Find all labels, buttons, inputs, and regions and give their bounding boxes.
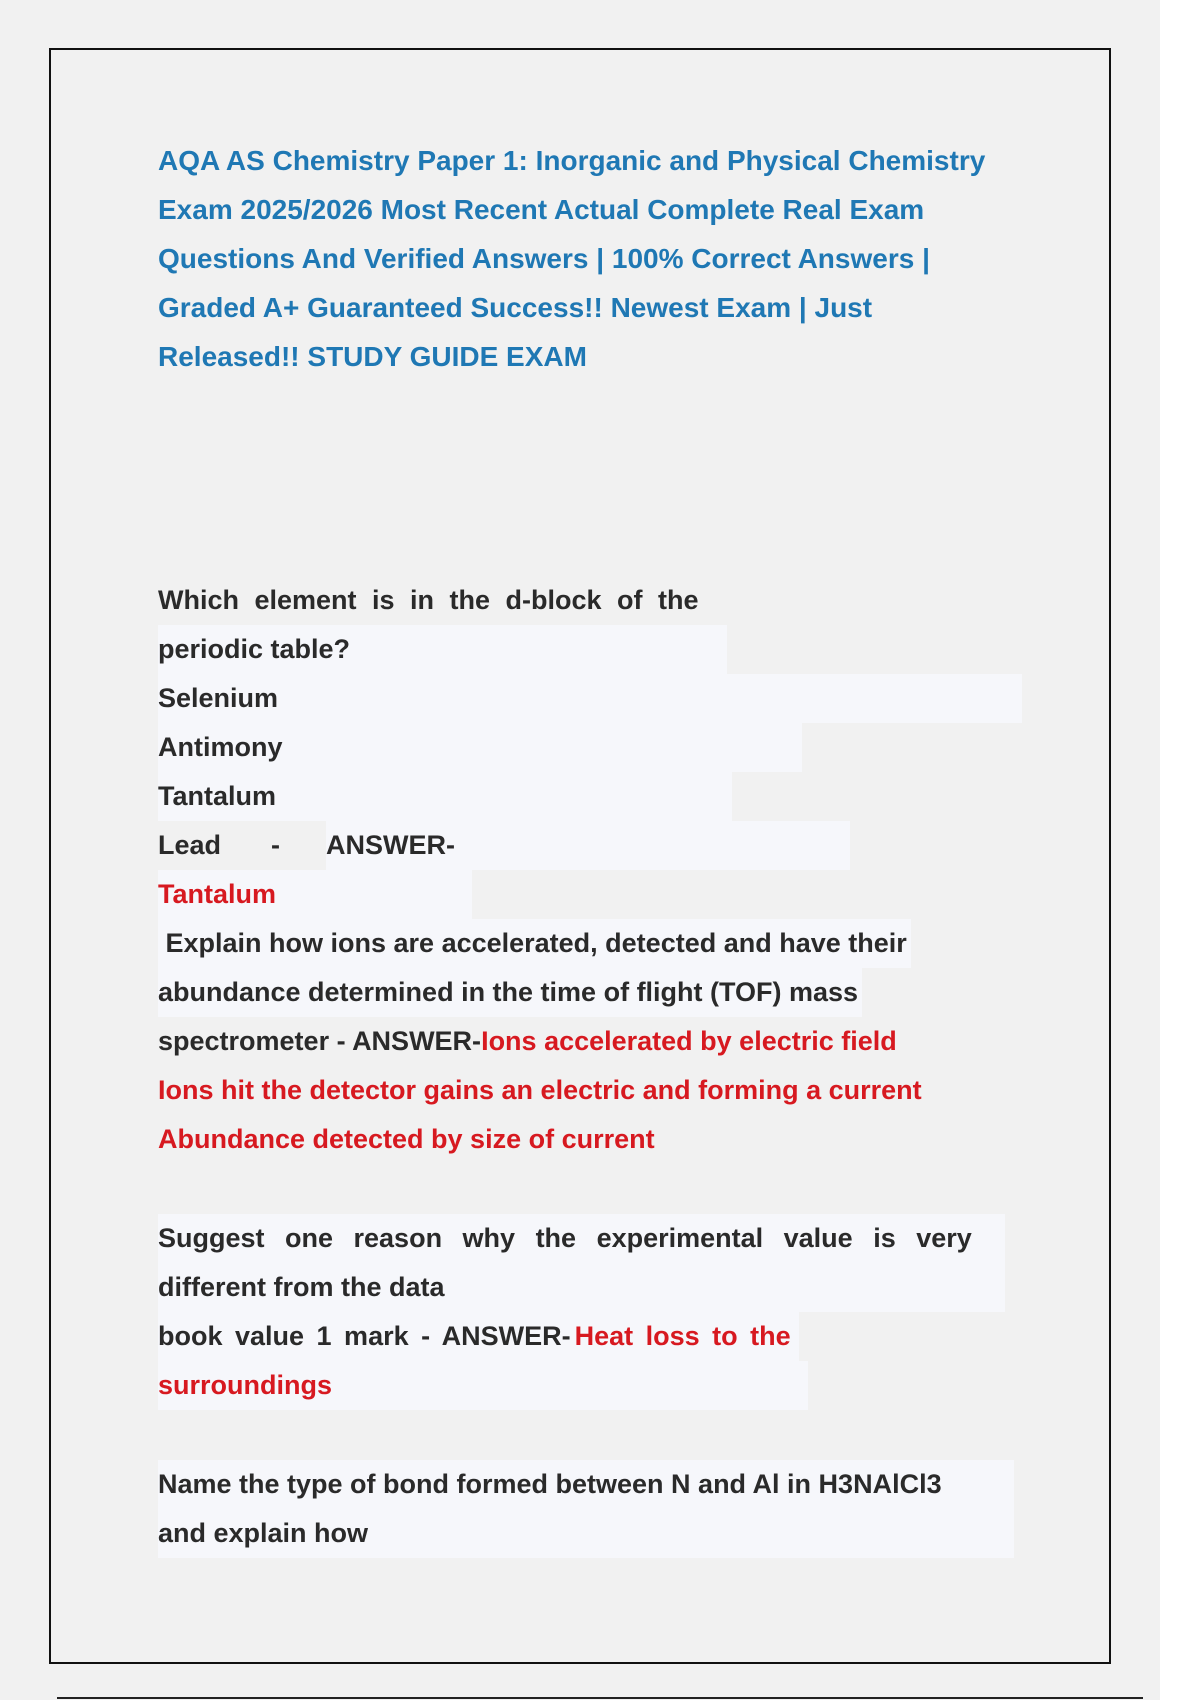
question-1-line-1: Which element is in the d-block of the (158, 585, 699, 615)
question-4-line-1-row (158, 1460, 1028, 1509)
option-1-row (158, 674, 1028, 723)
question-3-line-3: book value 1 mark - ANSWER- (158, 1312, 575, 1361)
option-3-row (158, 772, 1028, 821)
option-3: Tantalum (158, 772, 732, 821)
answer-1: Tantalum (158, 870, 472, 919)
question-1-line-2: periodic table? (158, 625, 727, 674)
question-4-line-2: and explain how (158, 1509, 1014, 1558)
question-2-line-3: spectrometer - ANSWER- (158, 1026, 482, 1056)
option-4-dash: - (271, 830, 281, 860)
question-3-line-1: Suggest one reason why the experimental value is very (158, 1214, 1005, 1263)
spacer (158, 1410, 1028, 1460)
question-1-text (158, 576, 723, 625)
answer-1-row (158, 870, 1028, 919)
question-2-line-1: Explain how ions are accelerated, detected and have their (158, 919, 911, 968)
question-4-line-1: Name the type of bond formed between N and Al in H3NAlCl3 (158, 1460, 1014, 1509)
answer-3-line-2-row (158, 1361, 1028, 1410)
answer-2-line-2-row (158, 1066, 1028, 1115)
spacer (158, 381, 1028, 576)
question-3-line-2: different from the data (158, 1263, 1005, 1312)
question-3 (158, 1214, 1028, 1410)
answer-2-line-3: Abundance detected by size of current (158, 1124, 655, 1154)
question-4 (158, 1460, 1028, 1558)
page-margin-strip (1160, 0, 1200, 1700)
question-1-line-2-row (158, 625, 1028, 674)
answer-3-line-1: Heat loss to the (575, 1312, 799, 1361)
answer-2-line-2: Ions hit the detector gains an electric and forming a current (158, 1075, 922, 1105)
question-4-line-2-row (158, 1509, 1028, 1558)
footer-rule (57, 1697, 1143, 1699)
option-1: Selenium (158, 674, 1022, 723)
question-1 (158, 576, 1028, 919)
spacer (158, 1164, 1028, 1214)
answer-3-line-2: surroundings (158, 1361, 808, 1410)
question-3-line-1-row (158, 1214, 1028, 1263)
option-4-row (158, 821, 1028, 870)
question-2 (158, 919, 1028, 1164)
option-2-row (158, 723, 1028, 772)
question-2-line-1-row (158, 919, 1028, 968)
question-3-line-2-row (158, 1263, 1028, 1312)
document-content (158, 136, 1028, 1558)
option-2: Antimony (158, 723, 802, 772)
document-title: AQA AS Chemistry Paper 1: Inorganic and Physical Chemistry Exam 2025/2026 Most Recent Actual Complete Real Exam Questions And Verified Answers | 100% Correct Answers | Graded A+ Guaranteed Success!! Newest Exam | Just Released!! STUDY GUIDE EXAM (158, 145, 986, 372)
answer-2-line-1: Ions accelerated by electric field (481, 1026, 897, 1056)
question-2-line-2: abundance determined in the time of flight (TOF) mass (158, 968, 862, 1017)
option-4: Lead (158, 830, 222, 860)
question-2-line-3-row (158, 1017, 1028, 1066)
answer-2-line-3-row (158, 1115, 1028, 1164)
question-2-line-2-row (158, 968, 1028, 1017)
answer-label: ANSWER- (326, 821, 850, 870)
question-3-line-3-row (158, 1312, 1028, 1361)
